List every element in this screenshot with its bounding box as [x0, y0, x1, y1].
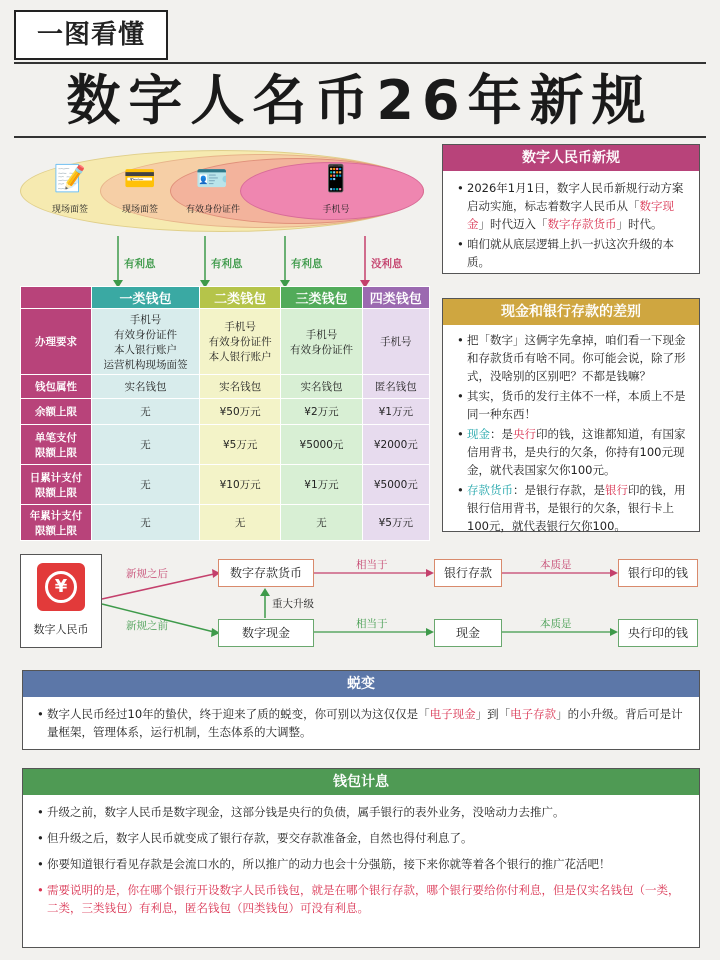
- bank-card-icon: 💳: [123, 164, 157, 194]
- table-cell: 无: [281, 505, 362, 541]
- table-cell: 实名钱包: [200, 375, 281, 399]
- table-cell: 无: [92, 399, 200, 425]
- equals-label: 相当于: [356, 559, 388, 571]
- card-paragraph: • 其实，货币的发行主体不一样，本质上不是同一种东西！: [457, 387, 691, 423]
- table-cell: 手机号 有效身份证件: [281, 309, 362, 375]
- cash-box: 现金: [434, 619, 502, 647]
- row-label: 办理要求: [21, 309, 92, 375]
- ellipse-label: 现场面签: [121, 205, 158, 215]
- table-header: 四类钱包: [362, 287, 429, 309]
- requirements-diagram: [20, 150, 430, 232]
- divider: [14, 136, 706, 138]
- card-paragraph: • 2026年1月1日，数字人民币新规行动方案启动实施，标志着数字人民币从「数字现金」时代迈入「数字存款货币」时代。: [457, 179, 691, 233]
- no-interest-label: 没利息: [371, 258, 403, 270]
- table-header: 三类钱包: [281, 287, 362, 309]
- phone-icon: 📱: [319, 164, 353, 194]
- card-paragraph: • 把「数字」这俩字先拿掉，咱们看一下现金和存款货币有啥不同。你可能会说，除了形式，没啥别的区别吧？不都是钱嘛？: [457, 331, 691, 385]
- yuan-logo-icon: ¥: [37, 563, 85, 611]
- flow-diagram: [0, 544, 720, 654]
- row-label: 日累计支付 限额上限: [21, 465, 92, 505]
- bank-money-box: 银行印的钱: [618, 559, 698, 587]
- transformation-section: [22, 670, 700, 750]
- table-cell: ¥2000元: [362, 425, 429, 465]
- table-cell: 手机号 有效身份证件 本人银行账户 运营机构现场面签: [92, 309, 200, 375]
- document-pen-icon: 📝: [53, 164, 87, 194]
- ellipse-label: 有效身份证件: [185, 205, 240, 215]
- section-paragraph: • 升级之前，数字人民币是数字现金，这部分钱是央行的负债，属手银行的表外业务，没啥动力去推广。: [37, 803, 687, 821]
- table-cell: ¥5万元: [200, 425, 281, 465]
- section-paragraph: • 需要说明的是，你在哪个银行开设数字人民币钱包，就是在哪个银行存款，哪个银行要给你付利息，但是仅实名钱包（一类，二类，三类钱包）有利息，匿名钱包（四类钱包）可没有利息。: [37, 881, 687, 917]
- table-cell: ¥50万元: [200, 399, 281, 425]
- table-cell: ¥5000元: [281, 425, 362, 465]
- table-cell: 手机号: [362, 309, 429, 375]
- card-paragraph: • 咱们就从底层逻辑上扒一扒这次升级的本质。: [457, 235, 691, 271]
- table-cell: ¥5000元: [362, 465, 429, 505]
- table-cell: 实名钱包: [92, 375, 200, 399]
- table-cell: ¥2万元: [281, 399, 362, 425]
- table-cell: 无: [92, 425, 200, 465]
- row-label: 余额上限: [21, 399, 92, 425]
- after-label: 新规之后: [126, 568, 168, 580]
- page-title: 数字人名币26年新规: [66, 69, 654, 132]
- table-cell: ¥5万元: [362, 505, 429, 541]
- row-label: 单笔支付 限额上限: [21, 425, 92, 465]
- wallet-table: [20, 286, 430, 541]
- table-cell: ¥1万元: [362, 399, 429, 425]
- essence-label: 本质是: [540, 618, 572, 630]
- table-cell: 手机号 有效身份证件 本人银行账户: [200, 309, 281, 375]
- table-cell: ¥1万元: [281, 465, 362, 505]
- essence-label: 本质是: [540, 559, 572, 571]
- table-cell: 无: [92, 465, 200, 505]
- card-title: 数字人民币新规: [443, 145, 699, 171]
- wallet-interest-section: [22, 768, 700, 948]
- card-paragraph: • 存款货币：是银行存款，是银行印的钱，用银行信用背书，是银行的欠条，银行卡上100元，就代表银行欠你100。: [457, 481, 691, 535]
- new-rules-card: [442, 144, 700, 274]
- section-title: 钱包计息: [23, 769, 699, 795]
- interest-label: 有利息: [124, 258, 156, 270]
- bank-deposit-box: 银行存款: [434, 559, 502, 587]
- header-tag: 一图看懂: [14, 10, 168, 60]
- logo-label: 数字人民币: [33, 623, 89, 636]
- upgrade-label: 重大升级: [272, 598, 314, 610]
- table-cell: 实名钱包: [281, 375, 362, 399]
- section-paragraph: • 但升级之后，数字人民币就变成了银行存款，要交存款准备金，自然也得付利息了。: [37, 829, 687, 847]
- table-header: 一类钱包: [92, 287, 200, 309]
- table-header: 二类钱包: [200, 287, 281, 309]
- divider: [14, 62, 706, 64]
- equals-label: 相当于: [356, 618, 388, 630]
- ellipse-label: 手机号: [322, 205, 350, 215]
- row-label: 钱包属性: [21, 375, 92, 399]
- card-title: 现金和银行存款的差别: [443, 299, 699, 325]
- interest-label: 有利息: [211, 258, 243, 270]
- section-paragraph: • 数字人民币经过10年的蛰伏，终于迎来了质的蜕变，你可别以为这仅仅是「电子现金」到「电子存款」的小升级。背后可是计量框架，管理体系，运行机制，生态体系的大调整。: [37, 705, 687, 741]
- table-cell: 匿名钱包: [362, 375, 429, 399]
- table-cell: 无: [92, 505, 200, 541]
- section-title: 蜕变: [23, 671, 699, 697]
- digital-cash-box: 数字现金: [218, 619, 314, 647]
- ellipse-label: 现场面签: [51, 205, 88, 215]
- digital-deposit-box: 数字存款货币: [218, 559, 314, 587]
- id-card-icon: 🪪: [195, 164, 229, 194]
- before-label: 新规之前: [126, 620, 168, 632]
- interest-label: 有利息: [291, 258, 323, 270]
- table-cell: ¥10万元: [200, 465, 281, 505]
- cash-vs-deposit-card: [442, 298, 700, 532]
- card-paragraph: • 现金：是央行印的钱，这谁都知道，有国家信用背书，是央行的欠条，你持有100元现金，就代表国家欠你100元。: [457, 425, 691, 479]
- table-cell: 无: [200, 505, 281, 541]
- row-label: 年累计支付 限额上限: [21, 505, 92, 541]
- section-paragraph: • 你要知道银行看见存款是会流口水的，所以推广的动力也会十分强筋，接下来你就等着各个银行的推广花活吧！: [37, 855, 687, 873]
- central-bank-money-box: 央行印的钱: [618, 619, 698, 647]
